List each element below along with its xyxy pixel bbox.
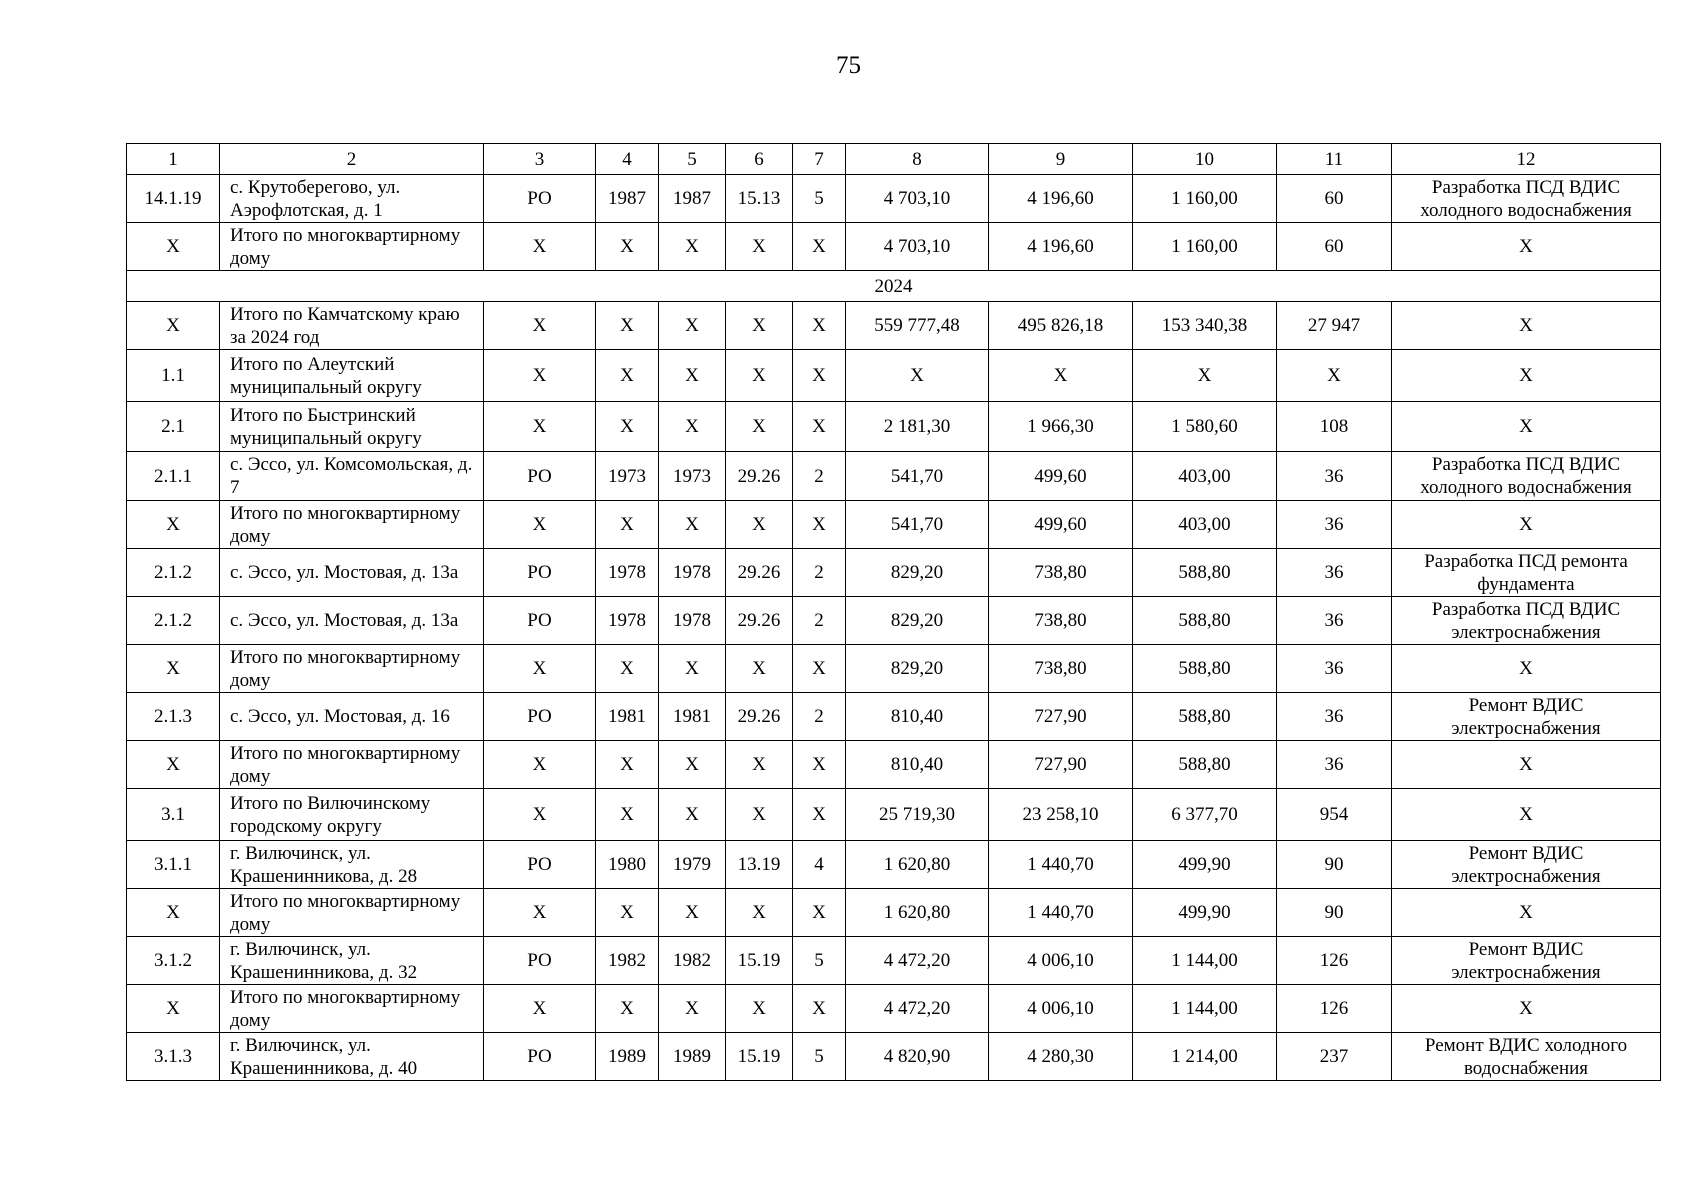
cell-nonresidential-area: 6 377,70: [1133, 789, 1277, 841]
cell-row-number: Х: [127, 741, 220, 789]
cell-wall-code: 29.26: [726, 597, 793, 645]
cell-total-area: 2 181,30: [846, 402, 989, 452]
cell-ownership-form: РО: [484, 841, 596, 889]
cell-work-type: Ремонт ВДИС электроснабжения: [1392, 693, 1661, 741]
cell-residents: 36: [1277, 597, 1392, 645]
table-row: [127, 223, 1661, 271]
cell-commission-year: 1973: [659, 452, 726, 501]
cell-build-year: Х: [596, 789, 659, 841]
cell-residential-area: 4 196,60: [989, 223, 1133, 271]
cell-address: с. Эссо, ул. Комсомольская, д. 7: [220, 452, 484, 501]
cell-row-number: Х: [127, 501, 220, 549]
cell-address: Итого по многоквартирному дому: [220, 985, 484, 1033]
cell-ownership-form: РО: [484, 693, 596, 741]
cell-residents: 126: [1277, 937, 1392, 985]
cell-work-type: Х: [1392, 501, 1661, 549]
cell-nonresidential-area: 153 340,38: [1133, 302, 1277, 350]
header-cell-7: 7: [793, 144, 846, 175]
cell-residential-area: 1 966,30: [989, 402, 1133, 452]
cell-commission-year: 1979: [659, 841, 726, 889]
cell-floors: 2: [793, 549, 846, 597]
cell-wall-code: Х: [726, 350, 793, 402]
header-cell-11: 11: [1277, 144, 1392, 175]
cell-ownership-form: Х: [484, 350, 596, 402]
year-label: 2024: [127, 271, 1661, 302]
cell-wall-code: Х: [726, 402, 793, 452]
cell-residential-area: Х: [989, 350, 1133, 402]
table-row: [127, 597, 1661, 645]
cell-ownership-form: РО: [484, 175, 596, 223]
table-row: [127, 937, 1661, 985]
cell-work-type: Х: [1392, 985, 1661, 1033]
cell-row-number: Х: [127, 223, 220, 271]
cell-residential-area: 4 006,10: [989, 985, 1133, 1033]
table-row: [127, 175, 1661, 223]
cell-total-area: 4 472,20: [846, 985, 989, 1033]
cell-residents: 36: [1277, 693, 1392, 741]
table-row: [127, 985, 1661, 1033]
cell-build-year: Х: [596, 402, 659, 452]
cell-floors: Х: [793, 985, 846, 1033]
cell-work-type: Разработка ПСД ВДИС электроснабжения: [1392, 597, 1661, 645]
cell-commission-year: Х: [659, 985, 726, 1033]
cell-work-type: Разработка ПСД ВДИС холодного водоснабжения: [1392, 452, 1661, 501]
cell-work-type: Х: [1392, 302, 1661, 350]
cell-row-number: Х: [127, 985, 220, 1033]
cell-row-number: 2.1.2: [127, 597, 220, 645]
header-cell-6: 6: [726, 144, 793, 175]
cell-total-area: 1 620,80: [846, 889, 989, 937]
cell-floors: Х: [793, 223, 846, 271]
cell-row-number: 3.1.2: [127, 937, 220, 985]
cell-floors: Х: [793, 302, 846, 350]
cell-address: Итого по Быстринский муниципальный округу: [220, 402, 484, 452]
cell-residents: 90: [1277, 889, 1392, 937]
header-cell-12: 12: [1392, 144, 1661, 175]
cell-ownership-form: РО: [484, 597, 596, 645]
cell-wall-code: 29.26: [726, 693, 793, 741]
table-row: [127, 549, 1661, 597]
cell-wall-code: 15.13: [726, 175, 793, 223]
header-cell-9: 9: [989, 144, 1133, 175]
cell-build-year: Х: [596, 302, 659, 350]
cell-floors: Х: [793, 501, 846, 549]
year-row: [127, 271, 1661, 302]
cell-floors: 5: [793, 937, 846, 985]
cell-address: с. Эссо, ул. Мостовая, д. 13а: [220, 549, 484, 597]
cell-residential-area: 738,80: [989, 597, 1133, 645]
cell-address: г. Вилючинск, ул. Крашенинникова, д. 32: [220, 937, 484, 985]
cell-total-area: 541,70: [846, 452, 989, 501]
cell-row-number: Х: [127, 889, 220, 937]
cell-residential-area: 4 280,30: [989, 1033, 1133, 1081]
cell-residential-area: 23 258,10: [989, 789, 1133, 841]
cell-commission-year: Х: [659, 741, 726, 789]
cell-residents: 36: [1277, 501, 1392, 549]
cell-residential-area: 1 440,70: [989, 889, 1133, 937]
cell-commission-year: 1987: [659, 175, 726, 223]
cell-commission-year: Х: [659, 350, 726, 402]
cell-residents: Х: [1277, 350, 1392, 402]
cell-row-number: 3.1: [127, 789, 220, 841]
cell-floors: 5: [793, 1033, 846, 1081]
cell-work-type: Ремонт ВДИС электроснабжения: [1392, 841, 1661, 889]
cell-residents: 126: [1277, 985, 1392, 1033]
cell-total-area: 829,20: [846, 645, 989, 693]
cell-build-year: Х: [596, 223, 659, 271]
cell-build-year: Х: [596, 985, 659, 1033]
table-row: [127, 841, 1661, 889]
cell-nonresidential-area: 1 160,00: [1133, 175, 1277, 223]
cell-work-type: Х: [1392, 741, 1661, 789]
cell-residential-area: 499,60: [989, 452, 1133, 501]
cell-residential-area: 4 196,60: [989, 175, 1133, 223]
cell-ownership-form: Х: [484, 741, 596, 789]
cell-address: Итого по Вилючинскому городскому округу: [220, 789, 484, 841]
cell-floors: Х: [793, 889, 846, 937]
cell-total-area: 810,40: [846, 741, 989, 789]
cell-ownership-form: Х: [484, 501, 596, 549]
cell-address: Итого по многоквартирному дому: [220, 223, 484, 271]
cell-nonresidential-area: 588,80: [1133, 645, 1277, 693]
cell-floors: Х: [793, 402, 846, 452]
cell-nonresidential-area: 403,00: [1133, 501, 1277, 549]
cell-residents: 27 947: [1277, 302, 1392, 350]
cell-row-number: 3.1.1: [127, 841, 220, 889]
header-cell-1: 1: [127, 144, 220, 175]
cell-ownership-form: Х: [484, 985, 596, 1033]
cell-work-type: Разработка ПСД ВДИС холодного водоснабжения: [1392, 175, 1661, 223]
cell-ownership-form: Х: [484, 302, 596, 350]
cell-residential-area: 1 440,70: [989, 841, 1133, 889]
cell-work-type: Разработка ПСД ремонта фундамента: [1392, 549, 1661, 597]
cell-ownership-form: Х: [484, 889, 596, 937]
cell-build-year: Х: [596, 350, 659, 402]
cell-build-year: Х: [596, 741, 659, 789]
cell-commission-year: Х: [659, 223, 726, 271]
cell-ownership-form: Х: [484, 223, 596, 271]
cell-floors: Х: [793, 789, 846, 841]
cell-floors: Х: [793, 350, 846, 402]
cell-residents: 36: [1277, 741, 1392, 789]
cell-address: с. Крутоберегово, ул. Аэрофлотская, д. 1: [220, 175, 484, 223]
cell-total-area: 4 703,10: [846, 175, 989, 223]
cell-residents: 954: [1277, 789, 1392, 841]
cell-build-year: 1978: [596, 597, 659, 645]
cell-row-number: 2.1: [127, 402, 220, 452]
cell-commission-year: Х: [659, 302, 726, 350]
cell-floors: 2: [793, 597, 846, 645]
cell-row-number: 3.1.3: [127, 1033, 220, 1081]
cell-residents: 60: [1277, 175, 1392, 223]
cell-nonresidential-area: 1 580,60: [1133, 402, 1277, 452]
header-cell-5: 5: [659, 144, 726, 175]
cell-wall-code: 15.19: [726, 937, 793, 985]
cell-row-number: 2.1.1: [127, 452, 220, 501]
cell-residents: 36: [1277, 549, 1392, 597]
cell-build-year: Х: [596, 645, 659, 693]
cell-wall-code: Х: [726, 741, 793, 789]
header-cell-2: 2: [220, 144, 484, 175]
cell-work-type: Х: [1392, 889, 1661, 937]
cell-commission-year: Х: [659, 645, 726, 693]
cell-floors: Х: [793, 741, 846, 789]
cell-commission-year: 1989: [659, 1033, 726, 1081]
table-body: [127, 144, 1661, 1081]
cell-floors: 5: [793, 175, 846, 223]
cell-residential-area: 738,80: [989, 549, 1133, 597]
cell-floors: Х: [793, 645, 846, 693]
cell-wall-code: Х: [726, 645, 793, 693]
table-row: [127, 1033, 1661, 1081]
cell-commission-year: Х: [659, 789, 726, 841]
page-number: 75: [836, 52, 861, 79]
cell-commission-year: Х: [659, 501, 726, 549]
cell-row-number: Х: [127, 645, 220, 693]
cell-total-area: 1 620,80: [846, 841, 989, 889]
cell-commission-year: 1978: [659, 549, 726, 597]
cell-work-type: Х: [1392, 789, 1661, 841]
cell-commission-year: 1978: [659, 597, 726, 645]
cell-ownership-form: Х: [484, 789, 596, 841]
table-row: [127, 402, 1661, 452]
table-row: [127, 889, 1661, 937]
cell-nonresidential-area: 1 144,00: [1133, 985, 1277, 1033]
cell-work-type: Х: [1392, 223, 1661, 271]
table-row: [127, 501, 1661, 549]
cell-nonresidential-area: 588,80: [1133, 741, 1277, 789]
cell-residents: 36: [1277, 645, 1392, 693]
cell-row-number: 2.1.2: [127, 549, 220, 597]
cell-total-area: Х: [846, 350, 989, 402]
cell-wall-code: Х: [726, 302, 793, 350]
header-row: [127, 144, 1661, 175]
cell-ownership-form: Х: [484, 645, 596, 693]
cell-wall-code: 29.26: [726, 452, 793, 501]
cell-total-area: 4 472,20: [846, 937, 989, 985]
cell-residential-area: 499,60: [989, 501, 1133, 549]
cell-commission-year: 1981: [659, 693, 726, 741]
cell-total-area: 829,20: [846, 549, 989, 597]
cell-build-year: 1980: [596, 841, 659, 889]
cell-address: Итого по многоквартирному дому: [220, 645, 484, 693]
cell-residents: 60: [1277, 223, 1392, 271]
cell-address: г. Вилючинск, ул. Крашенинникова, д. 40: [220, 1033, 484, 1081]
cell-row-number: Х: [127, 302, 220, 350]
cell-wall-code: Х: [726, 985, 793, 1033]
cell-build-year: 1987: [596, 175, 659, 223]
cell-address: Итого по Алеутский муниципальный округу: [220, 350, 484, 402]
table-row: [127, 789, 1661, 841]
cell-ownership-form: РО: [484, 549, 596, 597]
cell-address: Итого по многоквартирному дому: [220, 741, 484, 789]
cell-ownership-form: РО: [484, 1033, 596, 1081]
cell-total-area: 4 820,90: [846, 1033, 989, 1081]
cell-build-year: 1982: [596, 937, 659, 985]
cell-work-type: Х: [1392, 350, 1661, 402]
header-cell-3: 3: [484, 144, 596, 175]
cell-residential-area: 495 826,18: [989, 302, 1133, 350]
cell-residents: 237: [1277, 1033, 1392, 1081]
cell-wall-code: 15.19: [726, 1033, 793, 1081]
cell-nonresidential-area: 403,00: [1133, 452, 1277, 501]
table-row: [127, 693, 1661, 741]
cell-wall-code: Х: [726, 789, 793, 841]
cell-row-number: 2.1.3: [127, 693, 220, 741]
cell-residents: 108: [1277, 402, 1392, 452]
cell-work-type: Х: [1392, 402, 1661, 452]
cell-commission-year: Х: [659, 402, 726, 452]
cell-total-area: 559 777,48: [846, 302, 989, 350]
cell-nonresidential-area: 499,90: [1133, 889, 1277, 937]
housing-repair-table: [126, 143, 1661, 1081]
cell-residential-area: 727,90: [989, 741, 1133, 789]
cell-wall-code: 13.19: [726, 841, 793, 889]
cell-work-type: Х: [1392, 645, 1661, 693]
cell-address: с. Эссо, ул. Мостовая, д. 13а: [220, 597, 484, 645]
cell-nonresidential-area: 1 144,00: [1133, 937, 1277, 985]
cell-address: с. Эссо, ул. Мостовая, д. 16: [220, 693, 484, 741]
cell-ownership-form: РО: [484, 937, 596, 985]
cell-row-number: 1.1: [127, 350, 220, 402]
cell-commission-year: 1982: [659, 937, 726, 985]
cell-residential-area: 727,90: [989, 693, 1133, 741]
cell-nonresidential-area: 588,80: [1133, 693, 1277, 741]
table-row: [127, 350, 1661, 402]
cell-build-year: 1973: [596, 452, 659, 501]
cell-address: Итого по многоквартирному дому: [220, 889, 484, 937]
cell-ownership-form: Х: [484, 402, 596, 452]
cell-wall-code: Х: [726, 223, 793, 271]
cell-address: Итого по многоквартирному дому: [220, 501, 484, 549]
table-row: [127, 452, 1661, 501]
table-row: [127, 302, 1661, 350]
cell-build-year: 1989: [596, 1033, 659, 1081]
cell-residents: 36: [1277, 452, 1392, 501]
header-cell-8: 8: [846, 144, 989, 175]
cell-nonresidential-area: 1 214,00: [1133, 1033, 1277, 1081]
cell-wall-code: Х: [726, 889, 793, 937]
cell-work-type: Ремонт ВДИС электроснабжения: [1392, 937, 1661, 985]
cell-floors: 2: [793, 693, 846, 741]
cell-address: Итого по Камчатскому краю за 2024 год: [220, 302, 484, 350]
cell-total-area: 25 719,30: [846, 789, 989, 841]
cell-commission-year: Х: [659, 889, 726, 937]
cell-floors: 2: [793, 452, 846, 501]
cell-total-area: 541,70: [846, 501, 989, 549]
cell-build-year: Х: [596, 889, 659, 937]
cell-wall-code: 29.26: [726, 549, 793, 597]
cell-nonresidential-area: Х: [1133, 350, 1277, 402]
table-row: [127, 645, 1661, 693]
cell-residents: 90: [1277, 841, 1392, 889]
header-cell-4: 4: [596, 144, 659, 175]
cell-nonresidential-area: 1 160,00: [1133, 223, 1277, 271]
cell-build-year: Х: [596, 501, 659, 549]
cell-nonresidential-area: 588,80: [1133, 549, 1277, 597]
cell-build-year: 1981: [596, 693, 659, 741]
cell-floors: 4: [793, 841, 846, 889]
cell-work-type: Ремонт ВДИС холодного водоснабжения: [1392, 1033, 1661, 1081]
table-row: [127, 741, 1661, 789]
cell-residential-area: 4 006,10: [989, 937, 1133, 985]
cell-nonresidential-area: 588,80: [1133, 597, 1277, 645]
header-cell-10: 10: [1133, 144, 1277, 175]
cell-residential-area: 738,80: [989, 645, 1133, 693]
cell-total-area: 810,40: [846, 693, 989, 741]
cell-wall-code: Х: [726, 501, 793, 549]
cell-address: г. Вилючинск, ул. Крашенинникова, д. 28: [220, 841, 484, 889]
cell-ownership-form: РО: [484, 452, 596, 501]
cell-total-area: 4 703,10: [846, 223, 989, 271]
cell-row-number: 14.1.19: [127, 175, 220, 223]
cell-total-area: 829,20: [846, 597, 989, 645]
cell-build-year: 1978: [596, 549, 659, 597]
cell-nonresidential-area: 499,90: [1133, 841, 1277, 889]
